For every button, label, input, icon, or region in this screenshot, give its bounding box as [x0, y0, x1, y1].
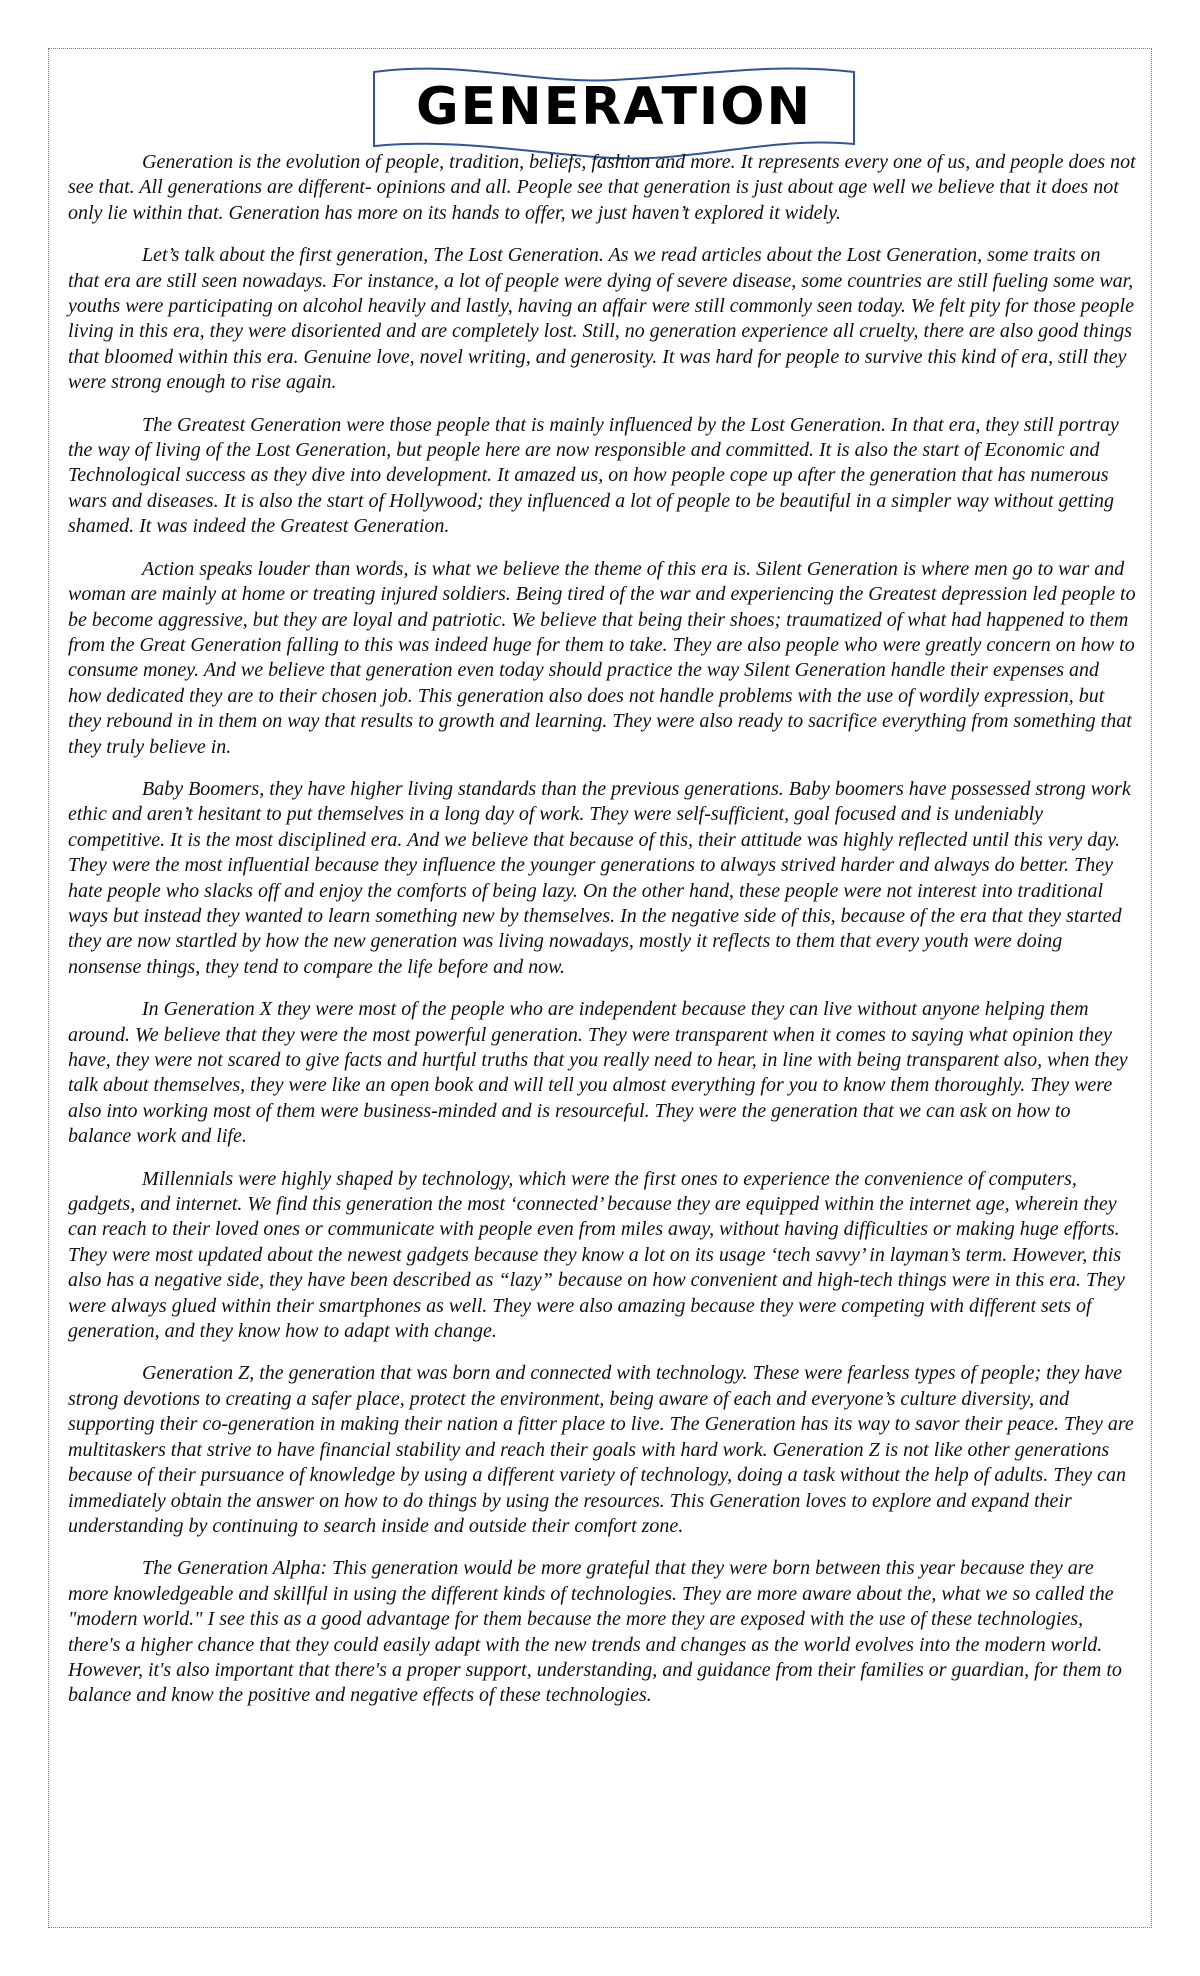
paragraph-generation-x: In Generation X they were most of the people who are independent because they can live without anyone helping them around. We believe that they were the most powerful generation. They were transparent when it comes to saying what opinion they have, they were not scared to give facts and hurtful truths that you really need to hear, in line with being transparent also, when they talk about themselves, they were like an open book and will tell you almost everything for you to know them thoroughly. They were also into working most of them were business-minded and is resourceful. They were the generation that we can ask on how to balance work and life.: [68, 998, 1128, 1148]
page-title: GENERATION: [415, 77, 813, 137]
paragraph-generation-alpha: The Generation Alpha: This generation would be more grateful that they were born between this year because they are more knowledgeable and skillful in using the different kinds of technologies. They are more aware about the, what we so called the "modern world." I see this as a good advantage for them because the more they are exposed with the use of these technologies, there's a higher chance that they could easily adapt with the new trends and changes as the world evolves into the modern world. However, it's also important that there's a proper support, understanding, and guidance from their families or guardian, for them to balance and know the positive and negative effects of these technologies.: [68, 1557, 1122, 1707]
paragraph-greatest-generation: The Greatest Generation were those people that is mainly influenced by the Lost Generation. In that era, they still portray the way of living of the Lost Generation, but people here are now responsible and committed. It is also the start of Economic and Technological success as they dive into development. It amazed us, on how people cope up after the generation that has numerous wars and diseases. It is also the start of Hollywood; they influenced a lot of people to be beautiful in a simpler way without getting shamed. It was indeed the Greatest Generation.: [68, 413, 1119, 538]
paragraph-baby-boomers: Baby Boomers, they have higher living standards than the previous generations. Baby boomers have possessed strong work ethic and aren’t hesitant to put themselves in a long day of work. They were self-sufficient, goal focused and is undeniably competitive. It is the most disciplined era. And we believe that because of this, their attitude was highly reflected until this very day. They were the most influential because they influence the younger generations to always strived harder and always do better. They hate people who slacks off and enjoy the comforts of being lazy. On the other hand, these people were not interest into traditional ways but instead they wanted to learn something new by themselves. In the negative side of this, because of the era that they started they are now startled by how the new generation was living nowadays, mostly it reflects to them that every youth were doing nonsense things, they tend to compare the life before and now.: [68, 777, 1131, 978]
paragraph-lost-generation: Let’s talk about the first generation, The Lost Generation. As we read articles about the Lost Generation, some traits on that era are still seen nowadays. For instance, a lot of people were dying of severe disease, some countries are still fueling some war, youths were participating on alcohol heavily and lastly, having an affair were still commonly seen today. We felt pity for those people living in this era, they were disoriented and are completely lost. Still, no generation experience all cruelty, there are also good things that bloomed within this era. Genuine love, novel writing, and generosity. It was hard for people to survive this kind of era, still they were strong enough to rise again.: [68, 244, 1134, 394]
title-banner: [372, 66, 856, 162]
paragraph-silent-generation: Action speaks louder than words, is what we believe the theme of this era is. Silent Generation is where men go to war and woman are mainly at home or treating injured soldiers. Being tired of the war and experiencing the Greatest depression led people to be become aggressive, but they are loyal and patriotic. We believe that being their shoes; traumatized of what had happened to them from the Great Generation falling to this was indeed huge for them to take. They are also people who were greatly concern on how to consume money. And we believe that generation even today should practice the way Silent Generation handle their expenses and how dedicated they are to their chosen job. This generation also does not handle problems with the use of wordily expression, but they rebound in in them on way that results to growth and learning. They were also ready to sacrifice everything from something that they truly believe in.: [68, 557, 1136, 758]
paragraph-millennials: Millennials were highly shaped by technology, which were the first ones to experience the convenience of computers, gadgets, and internet. We find this generation the most ‘connected’ because they are equipped within the internet age, wherein they can reach to their loved ones or communicate with people even from miles away, without having difficulties or making huge efforts. They were most updated about the newest gadgets because they know a lot on its usage ‘tech savvy’ in layman’s term. However, this also has a negative side, they have been described as “lazy” because on how convenient and high-tech things were in this era. They were always glued within their smartphones as well. They were also amazing because they were competing with different sets of generation, and they know how to adapt with change.: [68, 1167, 1125, 1343]
article-body: [68, 150, 1136, 1726]
paragraph-intro: Generation is the evolution of people, tradition, beliefs, fashion and more. It represents every one of us, and people does not see that. All generations are different- opinions and all. People see that generation is just about age well we believe that it does not only lie within that. Generation has more on its hands to offer, we just haven’t explored it widely.: [68, 151, 1136, 224]
paragraph-generation-z: Generation Z, the generation that was born and connected with technology. These were fearless types of people; they have strong devotions to creating a safer place, protect the environment, being aware of each and everyone’s culture diversity, and supporting their co-generation in making their nation a fitter place to live. The Generation has its way to savor their peace. They are multitaskers that strive to have financial stability and reach their goals with hard work. Generation Z is not like other generations because of their pursuance of knowledge by using a different variety of technology, doing a task without the help of adults. They can immediately obtain the answer on how to do things by using the resources. This Generation loves to explore and expand their understanding by continuing to search inside and outside their comfort zone.: [68, 1362, 1134, 1537]
